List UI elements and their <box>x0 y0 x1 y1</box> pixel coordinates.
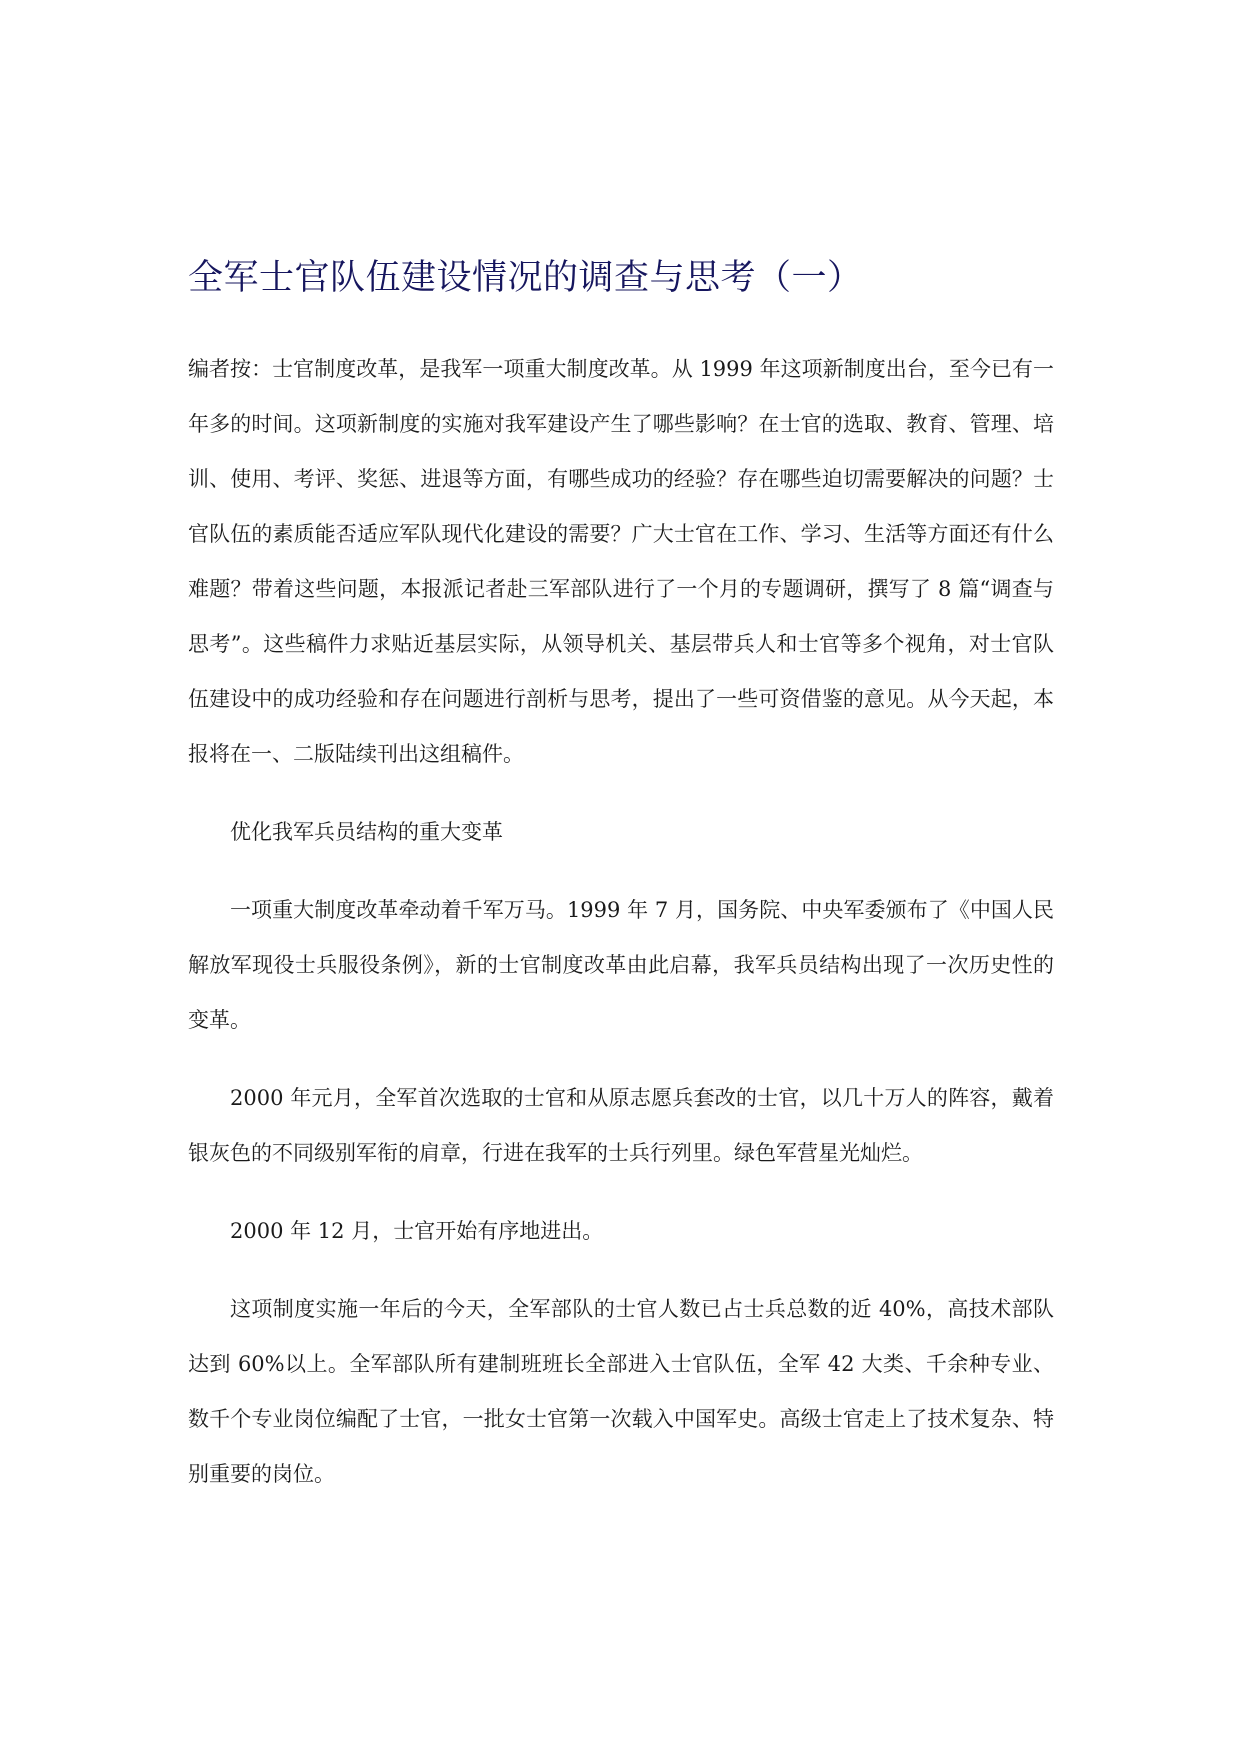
body-paragraph: 一项重大制度改革牵动着千军万马。1999 年 7 月，国务院、中央军委颁布了《中国人民解放军现役士兵服役条例》，新的士官制度改革由此启幕，我军兵员结构出现了一次历史性的变革。 <box>188 898 1054 1032</box>
article-title: 全军士官队伍建设情况的调查与思考（一） <box>188 258 863 298</box>
editor-note: 编者按：士官制度改革，是我军一项重大制度改革。从 1999 年这项新制度出台，至今已有一年多的时间。这项新制度的实施对我军建设产生了哪些影响？在士官的选取、教育、管理、培训、使用、考评、奖惩、进退等方面，有哪些成功的经验？存在哪些迫切需要解决的问题？士官队伍的素质能否适应军队现代化建设的需要？广大士官在工作、学习、生活等方面还有什么难题？带着这些问题，本报派记者赴三军部队进行了一个月的专题调研，撰写了 8 篇“调查与思考”。这些稿件力求贴近基层实际，从领导机关、基层带兵人和士官等多个视角，对士官队伍建设中的成功经验和存在问题进行剖析与思考，提出了一些可资借鉴的意见。从今天起，本报将在一、二版陆续刊出这组稿件。 <box>188 357 1054 766</box>
document-page <box>188 248 1054 1502</box>
body-paragraph: 这项制度实施一年后的今天，全军部队的士官人数已占士兵总数的近 40%，高技术部队达到 60%以上。全军部队所有建制班班长全部进入士官队伍，全军 42 大类、千余种专业、数千个专业岗位编配了士官，一批女士官第一次载入中国军史。高级士官走上了技术复杂、特别重要的岗位。 <box>188 1297 1054 1486</box>
body-paragraph: 2000 年 12 月，士官开始有序地进出。 <box>230 1219 604 1243</box>
section-heading: 优化我军兵员结构的重大变革 <box>230 820 503 844</box>
body-paragraph: 2000 年元月，全军首次选取的士官和从原志愿兵套改的士官，以几十万人的阵容，戴着银灰色的不同级别军衔的肩章，行进在我军的士兵行列里。绿色军营星光灿烂。 <box>188 1086 1054 1165</box>
